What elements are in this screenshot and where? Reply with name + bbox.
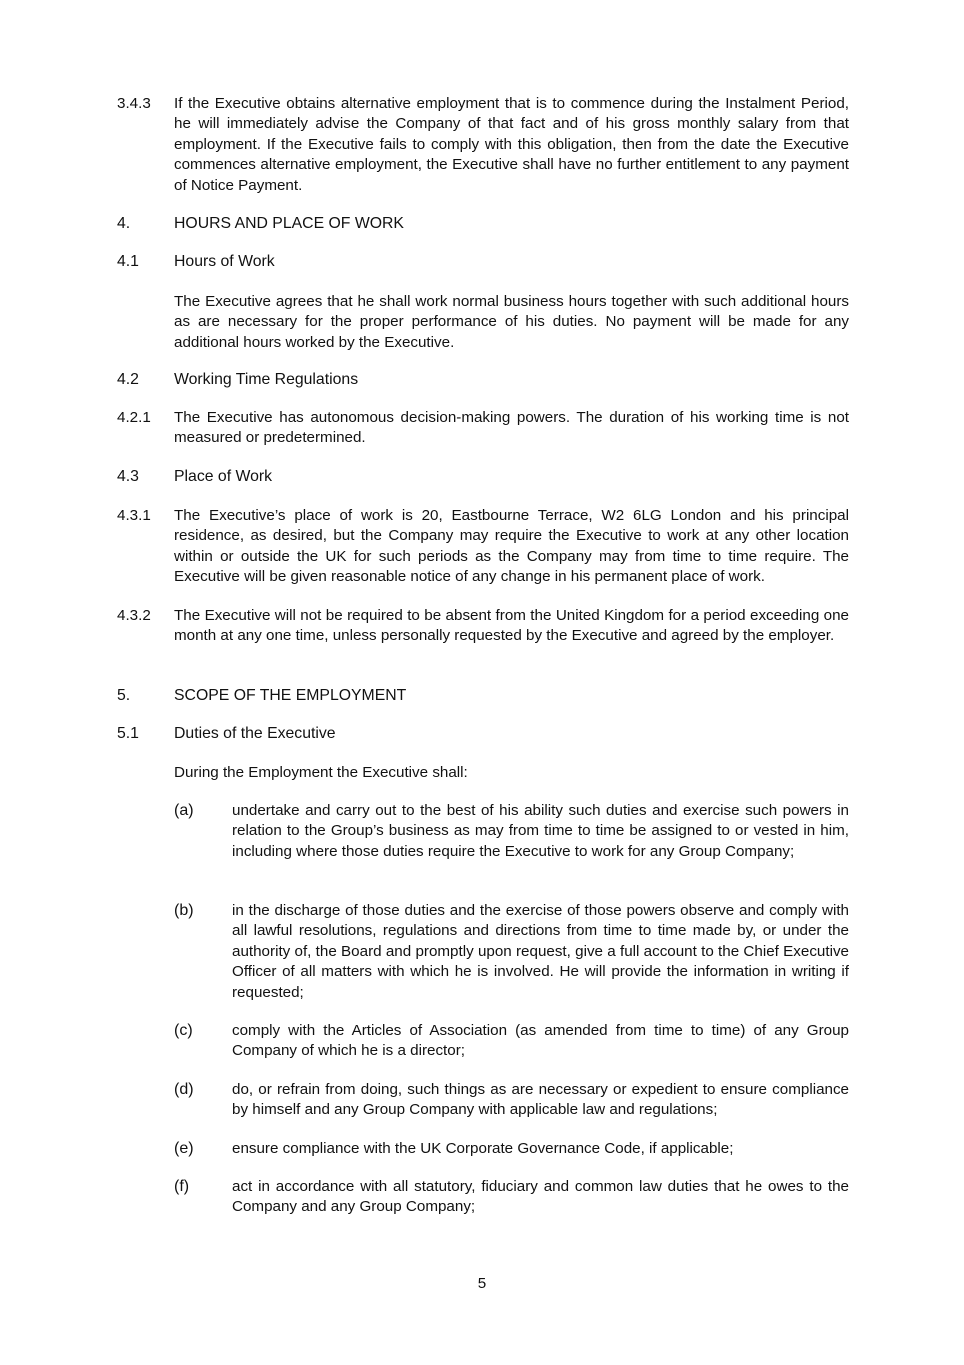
section-title: SCOPE OF THE EMPLOYMENT <box>174 687 407 704</box>
list-item-label: (e) <box>174 1140 194 1157</box>
section-5-1-intro: During the Employment the Executive shall: <box>174 764 468 781</box>
list-item-label: (c) <box>174 1022 193 1039</box>
list-item-text: ensure compliance with the UK Corporate Governance Code, if applicable; <box>232 1140 734 1157</box>
list-item-text: in the discharge of those duties and the exercise of those powers observe and comply with all lawful resolutions, regulations and directions from time to time made by, or under the authority of, the Board and promptly upon request, give a full account to the Chief Executive Officer of all matters with which he is involved. He will provide the information in writing if requested; <box>232 902 849 1001</box>
section-title: HOURS AND PLACE OF WORK <box>174 215 404 232</box>
list-item-text: do, or refrain from doing, such things as are necessary or expedient to ensure compliance by himself and any Group Company with applicable law and regulations; <box>232 1081 849 1119</box>
clause-text: The Executive’s place of work is 20, Eastbourne Terrace, W2 6LG London and his principal residence, as desired, but the Company may require the Executive to work at any other location within or outside the UK for such periods as the Company may from time to time require. The Executive will be given reasonable notice of any change in his permanent place of work. <box>174 507 849 586</box>
section-title: Working Time Regulations <box>174 371 359 388</box>
section-title: Duties of the Executive <box>174 725 336 742</box>
section-number: 4. <box>117 215 131 232</box>
section-number: 5.1 <box>117 725 139 742</box>
list-item-text: undertake and carry out to the best of his ability such duties and exercise such powers in relation to the Group’s business as may from time to time be assigned to or vested in him, including where those duties require the Executive to work for any Group Company; <box>232 802 849 860</box>
section-number: 4.3 <box>117 468 139 485</box>
clause-number: 4.3.2 <box>117 607 151 624</box>
section-title: Place of Work <box>174 468 273 485</box>
section-number: 4.2 <box>117 371 139 388</box>
section-number: 5. <box>117 687 131 704</box>
clause-number: 3.4.3 <box>117 95 151 112</box>
list-item-label: (f) <box>174 1178 190 1195</box>
list-item-label: (d) <box>174 1081 194 1098</box>
list-item-text: comply with the Articles of Association (as amended from time to time) of any Group Company of which he is a director; <box>232 1022 849 1060</box>
list-item-label: (a) <box>174 802 194 819</box>
clause-text: The Executive will not be required to be absent from the United Kingdom for a period exceeding one month at any one time, unless personally requested by the Executive and agreed by the employer. <box>174 607 849 645</box>
clause-text: If the Executive obtains alternative employment that is to commence during the Instalment Period, he will immediately advise the Company of that fact and of his gross monthly salary from that employment. If the Executive fails to comply with this obligation, then from the date the Executive commences alternative employment, the Executive shall have no further entitlement to any payment of Notice Payment. <box>174 95 849 194</box>
clause-number: 4.3.1 <box>117 507 151 524</box>
page-number: 5 <box>477 1275 487 1292</box>
section-number: 4.1 <box>117 253 139 270</box>
clause-number: 4.2.1 <box>117 409 151 426</box>
list-item-label: (b) <box>174 902 194 919</box>
list-item-text: act in accordance with all statutory, fiduciary and common law duties that he owes to the Company and any Group Company; <box>232 1178 849 1216</box>
clause-text: The Executive has autonomous decision-making powers. The duration of his working time is not measured or predetermined. <box>174 409 849 447</box>
section-title: Hours of Work <box>174 253 275 270</box>
section-4-1-body: The Executive agrees that he shall work normal business hours together with such additional hours as are necessary for the proper performance of his duties. No payment will be made for any additional hours worked by the Executive. <box>174 293 849 351</box>
